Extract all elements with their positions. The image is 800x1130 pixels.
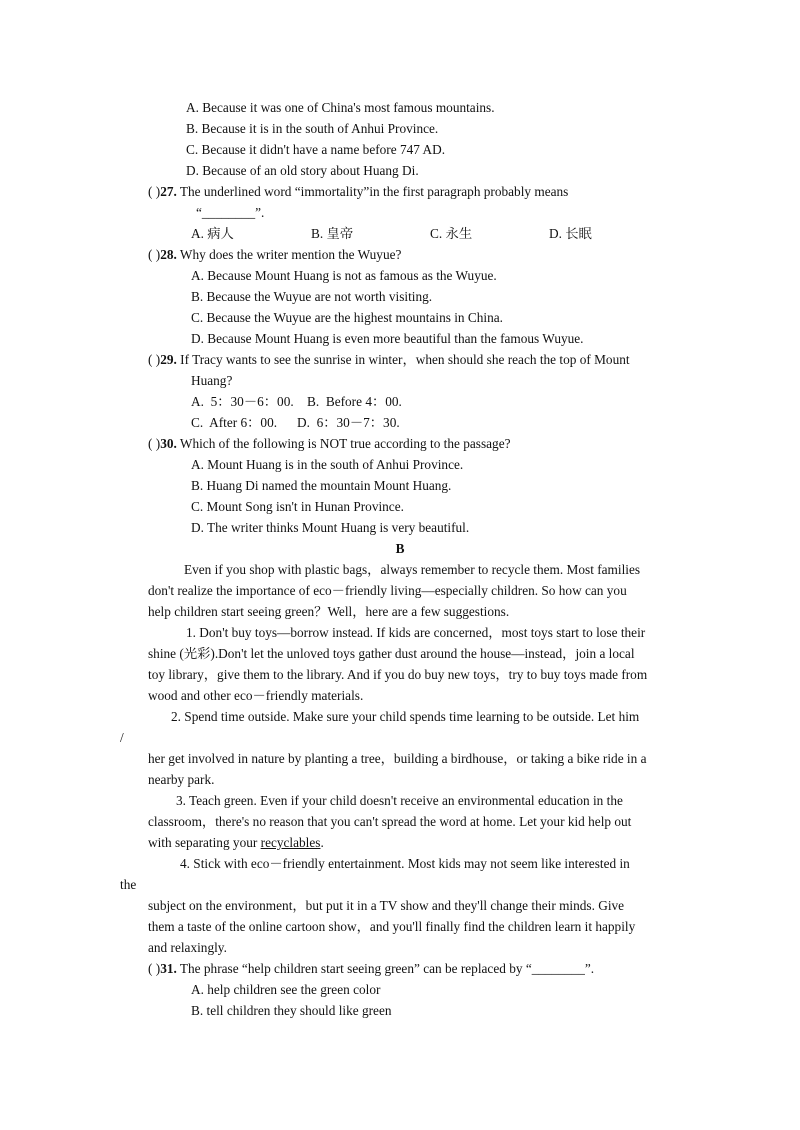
passage-line: 2. Spend time outside. Make sure your child spends time learning to be outside. Let him <box>171 709 640 724</box>
q29-options-ab: A. 5：30－6：00. B. Before 4：00. <box>191 394 402 409</box>
question-30-stem: ( )30. Which of the following is NOT true according to the passage? <box>148 436 511 451</box>
question-29-stem: ( )29. If Tracy wants to see the sunrise in winter，when should she reach the top of Mount <box>148 352 630 367</box>
passage-line: 4. Stick with eco－friendly entertainment. Most kids may not seem like interested in <box>180 856 630 871</box>
q26-option-a: A. Because it was one of China's most famous mountains. <box>186 100 495 115</box>
passage-line: with separating your recyclables. <box>148 835 324 850</box>
question-number: 30. <box>160 436 177 451</box>
question-27-stem-line2: “________”. <box>196 205 265 220</box>
q30-option-b: B. Huang Di named the mountain Mount Huang. <box>191 478 452 493</box>
q26-option-c: C. Because it didn't have a name before 747 AD. <box>186 142 446 157</box>
passage-line: 3. Teach green. Even if your child doesn't receive an environmental education in the <box>176 793 623 808</box>
passage-line: shine (光彩).Don't let the unloved toys gather dust around the house—instead，join a local <box>148 646 635 661</box>
answer-blank: ( ) <box>148 961 161 976</box>
passage-line: her get involved in nature by planting a tree，building a birdhouse，or taking a bike ride in a <box>148 751 647 766</box>
q28-option-b: B. Because the Wuyue are not worth visiting. <box>191 289 433 304</box>
answer-blank: ( ) <box>148 247 161 262</box>
passage-line: and relaxingly. <box>148 940 227 955</box>
q27-option-b: B. 皇帝 <box>311 226 354 241</box>
passage-line: help children start seeing green？Well，here are a few suggestions. <box>148 604 510 619</box>
q30-option-d: D. The writer thinks Mount Huang is very beautiful. <box>191 520 470 535</box>
passage-line: subject on the environment，but put it in a TV show and they'll change their minds. Give <box>148 898 625 913</box>
section-heading: B <box>395 541 405 556</box>
question-number: 28. <box>160 247 177 262</box>
passage-line: nearby park. <box>148 772 215 787</box>
q28-option-c: C. Because the Wuyue are the highest mountains in China. <box>191 310 503 325</box>
passage-line: them a taste of the online cartoon show，and you'll finally find the children learn it happily <box>148 919 636 934</box>
q27-option-c: C. 永生 <box>430 226 473 241</box>
q26-option-b: B. Because it is in the south of Anhui Province. <box>186 121 439 136</box>
q28-option-a: A. Because Mount Huang is not as famous as the Wuyue. <box>191 268 497 283</box>
passage-line: wood and other eco－friendly materials. <box>148 688 364 703</box>
q28-option-d: D. Because Mount Huang is even more beautiful than the famous Wuyue. <box>191 331 584 346</box>
question-31-stem: ( )31. The phrase “help children start seeing green” can be replaced by “________”. <box>148 961 595 976</box>
question-number: 27. <box>160 184 177 199</box>
passage-line: classroom，there's no reason that you can't spread the word at home. Let your kid help out <box>148 814 632 829</box>
answer-blank: ( ) <box>148 184 161 199</box>
passage-line: Even if you shop with plastic bags，always remember to recycle them. Most families <box>184 562 641 577</box>
q29-options-cd: C. After 6：00. D. 6：30－7：30. <box>191 415 400 430</box>
passage-line: the <box>120 877 137 892</box>
q31-option-b: B. tell children they should like green <box>191 1003 392 1018</box>
underlined-word: recyclables <box>260 835 321 850</box>
question-27-stem: ( )27. The underlined word “immortality”in the first paragraph probably means <box>148 184 569 199</box>
question-number: 31. <box>160 961 177 976</box>
q27-option-a: A. 病人 <box>191 226 234 241</box>
question-number: 29. <box>160 352 177 367</box>
q30-option-a: A. Mount Huang is in the south of Anhui Province. <box>191 457 464 472</box>
q26-option-d: D. Because of an old story about Huang Di. <box>186 163 419 178</box>
passage-line: 1. Don't buy toys—borrow instead. If kids are concerned，most toys start to lose their <box>186 625 646 640</box>
passage-line: / <box>120 730 124 745</box>
q27-option-d: D. 长眠 <box>549 226 592 241</box>
passage-line: don't realize the importance of eco－friendly living—especially children. So how can you <box>148 583 627 598</box>
q31-option-a: A. help children see the green color <box>191 982 381 997</box>
question-29-stem-line2: Huang? <box>191 373 233 388</box>
passage-line: toy library，give them to the library. And if you do buy new toys，try to buy toys made from <box>148 667 648 682</box>
answer-blank: ( ) <box>148 436 161 451</box>
answer-blank: ( ) <box>148 352 161 367</box>
q30-option-c: C. Mount Song isn't in Hunan Province. <box>191 499 404 514</box>
question-28-stem: ( )28. Why does the writer mention the Wuyue? <box>148 247 402 262</box>
